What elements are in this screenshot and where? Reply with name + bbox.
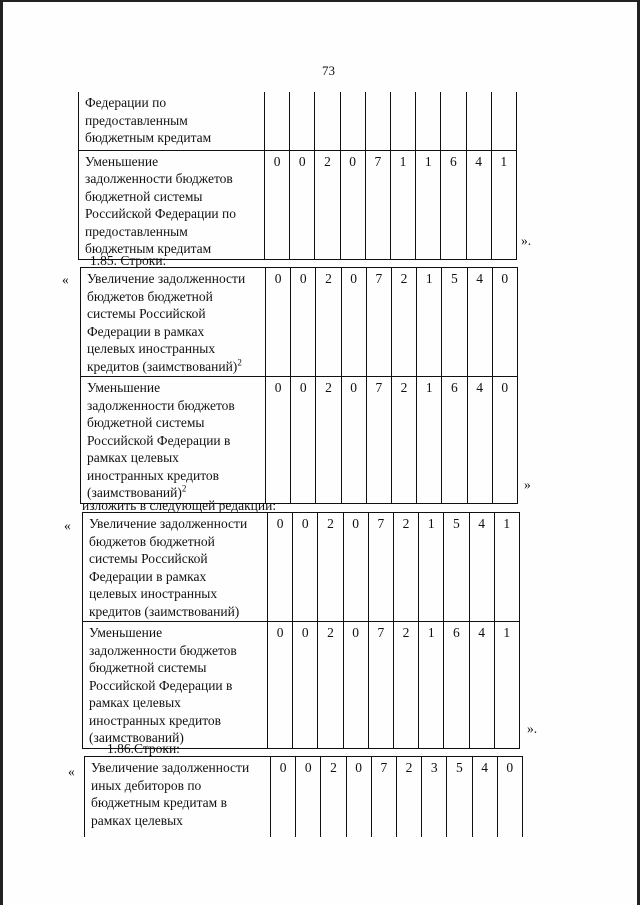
table-row (79, 92, 517, 150)
heading-1-86: 1.86.Строки: (107, 741, 180, 756)
row-label-line: целевых иностранных (89, 586, 218, 601)
code-digit-cell (491, 92, 516, 150)
code-digit-cell: 4 (469, 513, 494, 622)
row-label-line: Российской Федерации в (87, 432, 231, 448)
code-digit-cell: 5 (447, 757, 472, 837)
page-border-top (0, 0, 640, 2)
code-digit-cell: 2 (393, 513, 418, 622)
code-digit-cell (340, 92, 365, 150)
table-row (83, 622, 520, 749)
row-label-line: системы Российской (87, 306, 206, 321)
code-digit-cell: 2 (315, 150, 340, 259)
row-label-line: предоставленным (85, 223, 188, 239)
row-label-line: (заимствований) (89, 730, 184, 745)
row-label-line: бюджетов бюджетной (89, 533, 215, 549)
row-label-line: кредитов (заимствований) (89, 603, 240, 619)
code-digit-cell: 0 (346, 757, 371, 837)
code-digit-cell: 2 (318, 622, 343, 749)
row-label-line: бюджетным кредитам (85, 130, 212, 145)
code-digit-cell: 1 (494, 622, 519, 749)
footnote-marker: 2 (181, 483, 187, 494)
code-digit-cell: 0 (293, 513, 318, 622)
table-row (85, 757, 523, 837)
code-digit-cell: 7 (371, 757, 396, 837)
code-digit-cell: 4 (467, 377, 492, 504)
heading-1-85: 1.85. Строки: (90, 253, 167, 268)
row-label-line: Уменьшение (87, 380, 161, 395)
code-digit-cell: 0 (341, 268, 366, 377)
code-digit-cell: 0 (265, 150, 290, 259)
row-label-line: Уменьшение (89, 625, 163, 640)
row-label-line: бюджетным кредитам (85, 241, 212, 256)
table-1-86 (84, 756, 523, 837)
code-digit-cell: 1 (419, 622, 444, 749)
code-digit-cell: 0 (492, 377, 517, 504)
code-digit-cell: 1 (390, 150, 415, 259)
row-label-line: предоставленным (85, 112, 188, 128)
table-row (83, 513, 520, 622)
code-digit-cell: 0 (291, 377, 316, 504)
code-digit-cell: 0 (290, 150, 315, 259)
code-digit-cell: 0 (291, 268, 316, 377)
row-label-line: бюджетной системы (87, 415, 205, 430)
code-digit-cell: 0 (266, 377, 291, 504)
code-digit-cell: 0 (497, 757, 522, 837)
code-digit-cell (315, 92, 340, 150)
continuation-table (78, 92, 517, 260)
row-label-line: Российской Федерации по (85, 206, 237, 221)
row-label-line: Федерации в рамках (89, 568, 207, 584)
code-digit-cell (390, 92, 415, 150)
code-digit-cell: 7 (368, 622, 393, 749)
code-digit-cell: 0 (492, 268, 517, 377)
row-label (79, 150, 265, 259)
row-label-line: иностранных кредитов (87, 467, 220, 483)
code-digit-cell: 1 (419, 513, 444, 622)
table-1-85 (80, 267, 518, 504)
code-digit-cell: 7 (366, 377, 391, 504)
row-label-line: задолженности бюджетов (87, 397, 235, 413)
code-digit-cell: 1 (494, 513, 519, 622)
row-label (83, 513, 268, 622)
code-digit-cell: 0 (293, 622, 318, 749)
code-digit-cell: 0 (341, 377, 366, 504)
page-number: 73 (322, 63, 335, 78)
opening-quote-redaction: « (64, 518, 71, 533)
code-digit-cell: 1 (417, 377, 442, 504)
code-digit-cell: 2 (318, 513, 343, 622)
code-digit-cell: 0 (271, 757, 296, 837)
row-label-line: целевых иностранных (87, 341, 216, 356)
code-digit-cell: 2 (321, 757, 346, 837)
table-row (81, 377, 518, 504)
row-label-line: иных дебиторов по (91, 777, 202, 793)
code-digit-cell: 4 (469, 622, 494, 749)
code-digit-cell: 5 (444, 513, 469, 622)
table-row (79, 150, 517, 259)
closing-quote-redaction: ». (527, 721, 538, 736)
closing-quote-1-85: » (524, 477, 531, 492)
row-label-line: бюджетной системы (85, 188, 203, 204)
code-digit-cell (265, 92, 290, 150)
row-label-line: бюджетной системы (89, 660, 207, 675)
code-digit-cell: 2 (316, 377, 341, 504)
redaction-heading: изложить в следующей редакции: (82, 498, 277, 513)
code-digit-cell: 2 (391, 377, 416, 504)
code-digit-cell: 2 (393, 622, 418, 749)
row-label-line: Уменьшение (85, 153, 159, 169)
row-label-line: задолженности бюджетов (85, 171, 233, 186)
opening-quote-1-86: « (68, 764, 75, 779)
code-digit-cell: 2 (391, 268, 416, 377)
code-digit-cell: 0 (268, 513, 293, 622)
row-label-line: Увеличение задолженности (87, 271, 246, 286)
code-digit-cell: 2 (316, 268, 341, 377)
code-digit-cell: 6 (442, 377, 467, 504)
code-digit-cell: 0 (266, 268, 291, 377)
code-digit-cell (416, 92, 441, 150)
row-label-line: бюджетным кредитам в (91, 795, 227, 810)
code-digit-cell: 4 (472, 757, 497, 837)
code-digit-cell (290, 92, 315, 150)
code-digit-cell: 0 (343, 513, 368, 622)
code-digit-cell: 1 (416, 150, 441, 259)
code-digit-cell: 4 (466, 150, 491, 259)
row-label-line: бюджетов бюджетной (87, 288, 213, 304)
code-digit-cell: 6 (444, 622, 469, 749)
row-label (81, 268, 266, 377)
code-digit-cell: 5 (442, 268, 467, 377)
code-digit-cell: 3 (422, 757, 447, 837)
code-digit-cell: 4 (467, 268, 492, 377)
code-digit-cell: 1 (417, 268, 442, 377)
code-digit-cell (466, 92, 491, 150)
closing-quote-1: ». (521, 233, 532, 248)
code-digit-cell: 2 (396, 757, 421, 837)
code-digit-cell: 7 (368, 513, 393, 622)
code-digit-cell (365, 92, 390, 150)
code-digit-cell: 0 (340, 150, 365, 259)
row-label (81, 377, 266, 504)
table-row (81, 268, 518, 377)
code-digit-cell (441, 92, 466, 150)
row-label-line: Федерации в рамках (87, 323, 205, 339)
opening-quote-1-85: « (62, 272, 69, 287)
row-label-line: Увеличение задолженности (89, 516, 248, 531)
row-label (79, 92, 265, 150)
code-digit-cell: 0 (343, 622, 368, 749)
code-digit-cell: 7 (366, 268, 391, 377)
code-digit-cell: 0 (268, 622, 293, 749)
row-label-line: задолженности бюджетов (89, 642, 237, 658)
row-label-line: рамках целевых (87, 450, 179, 465)
code-digit-cell: 1 (491, 150, 516, 259)
row-label-line: кредитов (заимствований)$^2$ (87, 357, 242, 374)
row-label (85, 757, 271, 837)
row-label (83, 622, 268, 749)
row-label-line: системы Российской (89, 551, 208, 566)
row-label-line: рамках целевых (89, 695, 181, 710)
row-label-line: Увеличение задолженности (91, 760, 250, 775)
code-digit-cell: 6 (441, 150, 466, 259)
code-digit-cell: 7 (365, 150, 390, 259)
footnote-marker: 2 (237, 357, 242, 367)
row-label-line: Российской Федерации в (89, 677, 233, 693)
code-digit-cell: 0 (296, 757, 321, 837)
row-label-line: (заимствований)$^2$ (87, 483, 187, 500)
row-label-line: иностранных кредитов (89, 712, 222, 728)
row-label-line: рамках целевых (91, 812, 183, 828)
table-redaction (82, 512, 520, 749)
page-border-left (0, 0, 3, 905)
row-label-line: Федерации по (85, 95, 167, 110)
